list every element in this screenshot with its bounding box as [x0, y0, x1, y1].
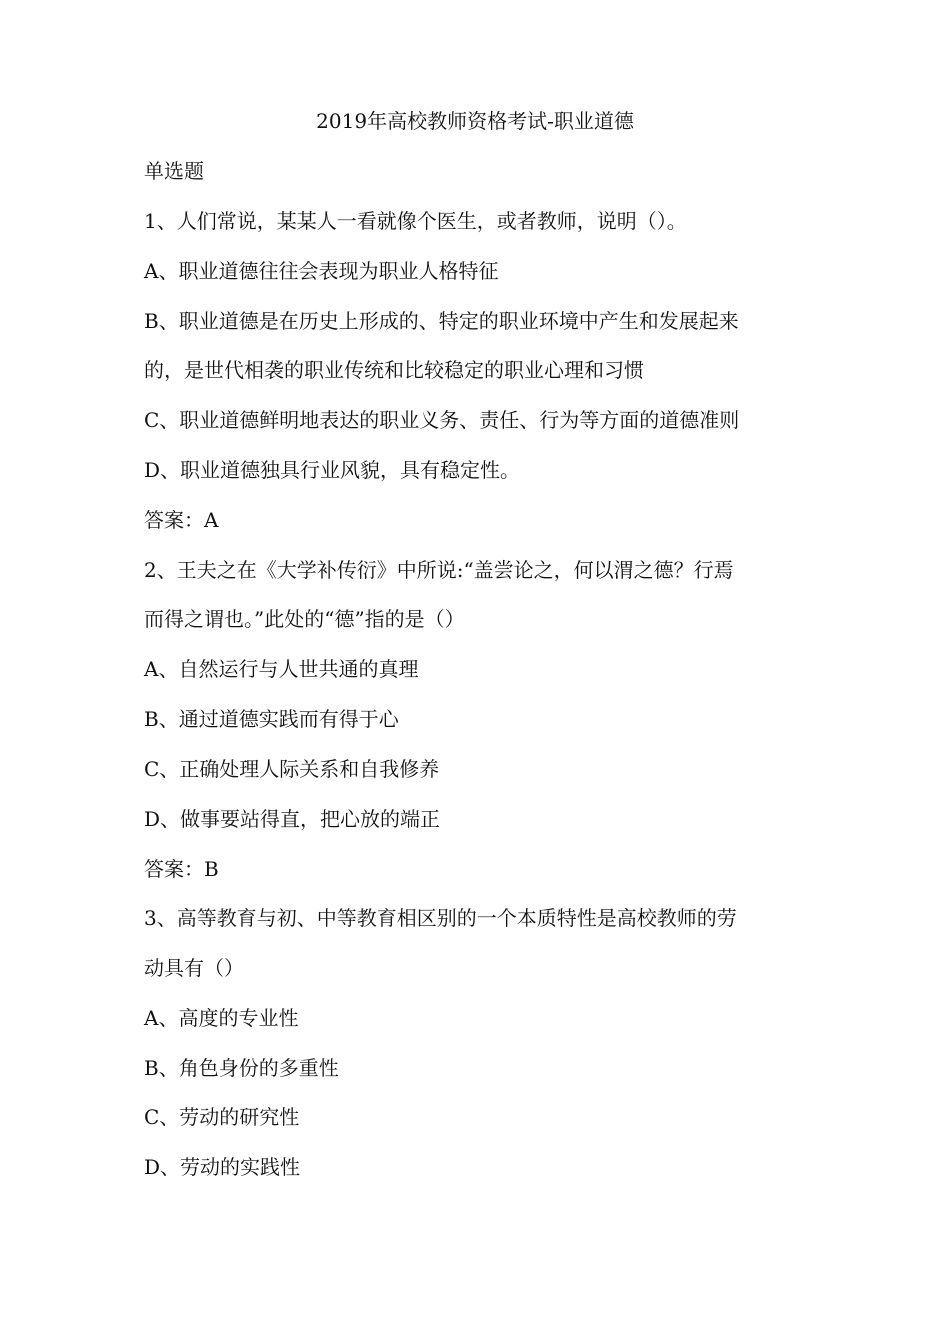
question-2-answer: 答案：B	[144, 857, 219, 881]
question-3-option-a: A、高度的专业性	[144, 1006, 299, 1030]
question-1-answer: 答案：A	[144, 508, 219, 532]
question-2-option-a: A、自然运行与人世共通的真理	[144, 657, 419, 681]
question-3-stem-line-1: 3、高等教育与初、中等教育相区别的一个本质特性是高校教师的劳	[144, 906, 737, 930]
question-3-option-d: D、劳动的实践性	[144, 1155, 301, 1179]
question-2-option-c: C、正确处理人际关系和自我修养	[144, 757, 440, 781]
question-3-option-b: B、角色身份的多重性	[144, 1056, 339, 1080]
question-2-option-d: D、做事要站得直，把心放的端正	[144, 807, 441, 831]
question-2-stem-line-1: 2、王夫之在《大学补传衍》中所说:“盖尝论之，何以渭之德？行焉	[144, 558, 734, 582]
question-1-option-c: C、职业道德鲜明地表达的职业义务、责任、行为等方面的道德准则	[144, 408, 740, 432]
question-2-stem-line-2: 而得之谓也。”此处的“德”指的是（）	[144, 607, 465, 631]
section-heading: 单选题	[144, 159, 204, 183]
question-1-option-b-line-1: B、职业道德是在历史上形成的、特定的职业环境中产生和发展起来	[144, 309, 739, 333]
question-3-stem-line-2: 动具有（）	[144, 956, 244, 980]
question-1-option-a: A、职业道德往往会表现为职业人格特征	[144, 259, 499, 283]
question-3-option-c: C、劳动的研究性	[144, 1105, 300, 1129]
question-1-option-d: D、职业道德独具行业风貌，具有稳定性。	[144, 458, 521, 482]
document-title: 2019年高校教师资格考试-职业道德	[316, 109, 634, 133]
question-1-option-b-line-2: 的，是世代相袭的职业传统和比较稳定的职业心理和习惯	[144, 358, 644, 382]
question-2-option-b: B、通过道德实践而有得于心	[144, 707, 399, 731]
question-1-stem: 1、人们常说，某某人一看就像个医生，或者教师，说明（）。	[144, 209, 687, 233]
